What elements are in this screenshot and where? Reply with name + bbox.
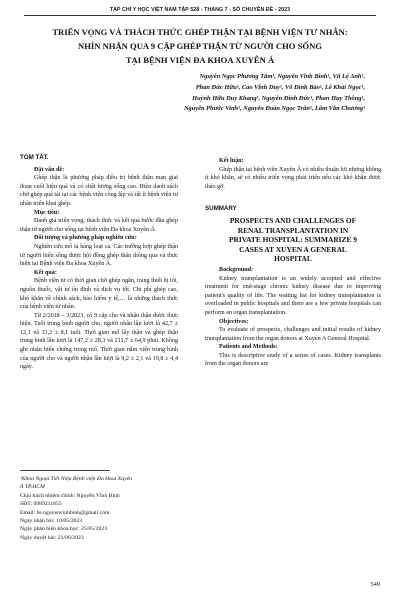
- date-received: Ngày nhận bài: 10/05/2023: [20, 518, 83, 525]
- conclusion-vi-text: Ghép thận tại bệnh viện Xuyên Á có nhiều thuận lợi nhưng không ít khó khăn, sẽ có nhiều triển vọng phát triển nếu các khó khăn được tháo gỡ.: [205, 166, 381, 190]
- summary-en-heading: SUMMARY: [205, 205, 237, 213]
- header-rule: [24, 15, 376, 16]
- article-title: [20, 25, 380, 67]
- phone-number: SĐT: 0989211855: [20, 501, 62, 508]
- methods-en-text: This is descriptive study of a series of cases. Kidney transplants from the organ donors are: [205, 352, 381, 368]
- results-vi-label: Kết quả:: [34, 269, 57, 276]
- title-line: TRIỂN VỌNG VÀ THÁCH THỨC GHÉP THẬN TẠI BỆNH VIỆN TƯ NHÂN:: [52, 27, 348, 37]
- email-address: Email: bs.nguyenvinhbinh@gmail.com: [20, 509, 110, 516]
- results-vi-text-1: Bệnh viện tư có thời gian chờ ghép ngắn, trang thiết bị tốt, nguồn thuốc, vật tư ổn định và dịch vụ tốt. Chi phí ghép cao, khó khăn về chính sách, bảo hiểm y tế,… là những thách thức của bệnh viện tư nhân.: [20, 278, 178, 311]
- title-line: NHÌN NHẬN QUA 9 CẶP GHÉP THẬN TỪ NGƯỜI CHO SỐNG: [78, 41, 322, 51]
- background-vi-text: Ghép thận là phương pháp điều trị bệnh thận mạn giai đoạn cuối hiệu quả và có chất lượng sống cao. Hiện danh sách chờ ghép quá tải tại các bệnh viện công lập và rất ít bệnh viện tư nhân triển khai ghép.: [20, 175, 178, 207]
- en-title-line: HOSPITAL: [274, 254, 312, 264]
- date-reviewed: Ngày phản biện khoa học: 25/05/2023: [20, 526, 108, 533]
- results-vi-text-2: Từ 2/2018 – 3/2023, có 9 cặp cho và nhận thận được thực hiện. Tuổi trung bình người cho, người nhận lần lượt là 42,7 ± 12,1 và 33,2 ± 8,1 tuổi. Thời gian mổ lấy thận và ghép thận trung bình lần lượt là 147,2 ± 28,3 và 211,7 ± 64,9 phút. Không ghi nhận biến chứng trong mổ. Thời gian nằm viện trung bình của người cho và người nhận lần lượt là 9,2 ± 2,1 và 19,8 ± 4,4 ngày.: [20, 312, 178, 371]
- objectives-en-label: Objectives:: [219, 318, 249, 325]
- author-line: Phan Đức Hữu¹, Cao Vĩnh Duy¹, Võ Đình Bảo¹, Lê Khải Ngọc¹,: [195, 83, 365, 91]
- corresponding-author: Chịu trách nhiệm chính: Nguyễn Vĩnh Bình: [20, 492, 120, 499]
- author-line: Huỳnh Hữu Duy Khang¹, Nguyễn Đình Đức¹, Phan Huy Thông¹,: [192, 94, 365, 102]
- background-en-label: Background:: [219, 266, 254, 273]
- methods-vi-label: Đối tượng và phương pháp nghiên cứu:: [34, 235, 137, 242]
- author-line: Nguyễn Ngọc Phương Tâm¹, Nguyễn Vĩnh Bình¹, Vũ Lệ Anh¹,: [199, 73, 365, 80]
- objectives-vi-text: Đánh giá triển vọng, thách thức và kết quả bước đầu ghép thận từ người cho sống tại bệnh viện Đa khoa Xuyên Á.: [20, 218, 178, 233]
- methods-en-label: Patients and Methods:: [219, 344, 278, 351]
- summary-vi-heading: TÓM TẮT.: [20, 154, 49, 161]
- date-accepted: Ngày duyệt bài: 21/06/2023: [20, 534, 84, 541]
- objectives-vi-label: Mục tiêu:: [34, 209, 60, 216]
- affiliation-line: ¹Khoa Ngoại Tiết Niệu Bệnh viện Đa khoa Xuyên: [20, 476, 132, 482]
- en-title-line: PROSPECTS AND CHALLENGES OF: [229, 215, 357, 225]
- objectives-en-text: To evaluate of prospects, challenges and initial results of kidney transplantation from the organ donors at Xuyen A General Hospital.: [205, 327, 381, 342]
- conclusion-vi-label: Kết luận:: [219, 158, 244, 164]
- author-list: [105, 72, 365, 115]
- footnotes: [20, 475, 180, 542]
- background-en-text: Kidney transplantation is an widely accepted and effective treatment for end-stage chronic kidney disease due to improving patient's quality of life. The waiting list for kidney transplantation is overloaded in public hospitals and there are a few private hospitals can perform an organ transplantation.: [205, 275, 381, 316]
- page-number: 549: [370, 581, 380, 588]
- background-vi-label: Đặt vấn đề:: [34, 166, 65, 173]
- affiliation-line: Á TP.HCM: [20, 484, 45, 491]
- left-column: [20, 154, 178, 372]
- title-line: TẠI BỆNH VIỆN ĐA KHOA XUYÊN Á: [125, 55, 275, 65]
- footnote-rule: [20, 470, 110, 471]
- journal-header: TẠP CHÍ Y HỌC VIỆT NAM TẬP 528 - THÁNG 7 - SỐ CHUYÊN ĐỀ - 2023: [109, 7, 291, 13]
- author-line: Nguyễn Phước Vinh¹, Nguyễn Đoàn Ngọc Trân¹, Lâm Văn Chương¹: [183, 105, 365, 113]
- english-title: [205, 216, 381, 264]
- methods-vi-text: Nghiên cứu mô tả hàng loạt ca. Các trường hợp ghép thận từ người hiến sống được hội đồng ghép thận thông qua và thực hiện tại Bệnh viện Đa khoa Xuyên Á.: [20, 243, 178, 268]
- en-title-line: CASES AT XUYEN A GENERAL: [239, 244, 347, 254]
- en-title-line: PRIVATE HOSPITAL: SUMMARIZE 9: [229, 235, 357, 245]
- en-title-line: RENAL TRANSPLANTATION IN: [237, 225, 349, 235]
- right-column: [205, 157, 381, 369]
